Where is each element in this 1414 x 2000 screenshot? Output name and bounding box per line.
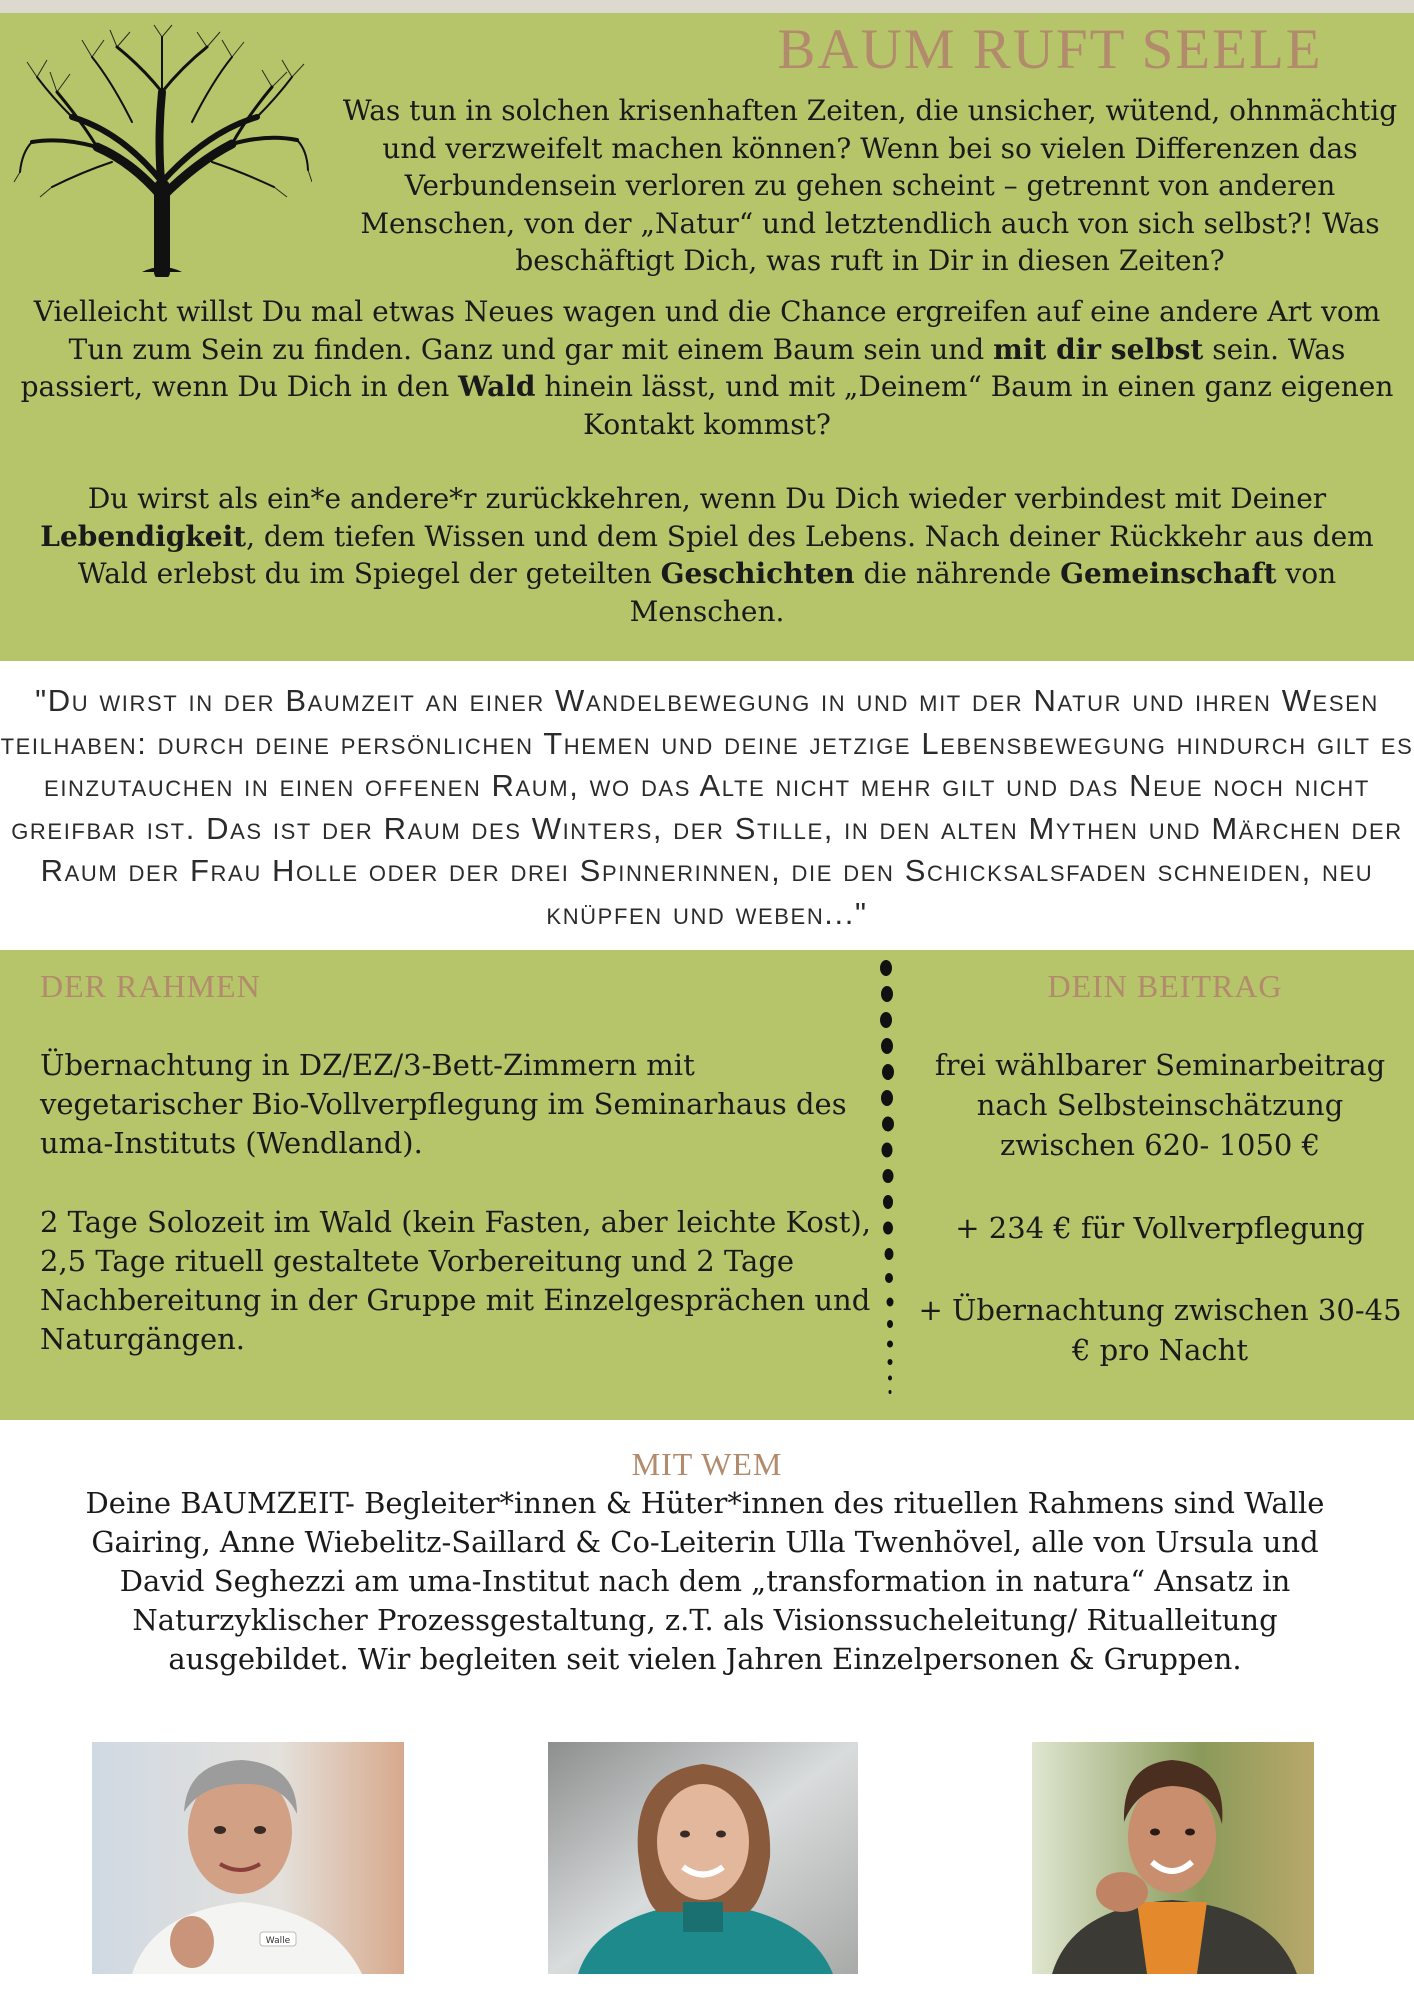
dotted-divider bbox=[860, 960, 900, 1410]
intro-paragraph: Was tun in solchen krisenhaften Zeiten, die unsicher, wütend, ohnmächtig und verzweifelt machen können? Wenn bei so vielen Differenzen das Verbundensein verloren zu gehen scheint – getrennt von anderen Menschen, von der „Natur“ und letztendlich auch von sich selbst?! Was beschäftigt Dich, was ruft in Dir in diesen Zeiten? bbox=[342, 94, 1398, 277]
beitrag-paragraph-2: + 234 € für Vollverpflegung bbox=[955, 1211, 1365, 1245]
mitwem-heading: MIT WEM bbox=[631, 1446, 783, 1482]
page-title: BAUM RUFT SEELE bbox=[777, 18, 1323, 81]
rahmen-paragraph-2: 2 Tage Solozeit im Wald (kein Fasten, aber leichte Kost), 2,5 Tage rituell gestaltete Vorbereitung und 2 Tage Nachbereitung in der Gruppe mit Einzelgesprächen und Naturgängen. bbox=[40, 1205, 871, 1356]
body-paragraph-1: Vielleicht willst Du mal etwas Neues wagen und die Chance ergreifen auf eine andere Art vom Tun zum Sein zu finden. Ganz und gar mit einem Baum sein und mit dir selbst sein. Was passiert, wenn Du Dich in den Wald hinein lässt, und mit „Deinem“ Baum in einen ganz eigenen Kontakt kommst? bbox=[20, 295, 1394, 441]
body-paragraph-2: Du wirst als ein*e andere*r zurückkehren, wenn Du Dich wieder verbindest mit Deiner Lebendigkeit, dem tiefen Wissen und dem Spiel des Lebens. Nach deiner Rückkehr aus dem Wald erlebst du im Spiegel der geteilten Geschichten die nährende Gemeinschaft von Menschen. bbox=[40, 482, 1374, 628]
quote-block: "Du wirst in der Baumzeit an einer Wandelbewegung in und mit der Natur und ihren Wesen teilhaben: durch deine persönlichen Themen und deine jetzige Lebensbewegung hindurch gilt es einzutauchen in einen offenen Raum, wo das Alte nicht mehr gilt und das Neue noch nicht greifbar ist. Das ist der Raum des Winters, der Stille, in den alten Mythen und Märchen der Raum der Frau Holle oder der drei Spinnerinnen, die den Schicksalsfaden schneiden, neu knüpfen und weben..." bbox=[0, 683, 1414, 931]
beitrag-heading: DEIN BEITRAG bbox=[1047, 968, 1283, 1004]
rahmen-paragraph-1: Übernachtung in DZ/EZ/3-Bett-Zimmern mit vegetarischer Bio-Vollverpflegung im Seminarhaus des uma-Instituts (Wendland). bbox=[40, 1048, 847, 1160]
svg-text:Walle: Walle bbox=[265, 1936, 291, 1946]
beitrag-paragraph-1: frei wählbarer Seminarbeitrag nach Selbsteinschätzung zwischen 620- 1050 € bbox=[934, 1048, 1386, 1162]
photo-ulla bbox=[1032, 1742, 1314, 1974]
photo-anne bbox=[548, 1742, 858, 1974]
mitwem-paragraph: Deine BAUMZEIT- Begleiter*innen & Hüter*innen des rituellen Rahmens sind Walle Gairing, Anne Wiebelitz-Saillard & Co-Leiterin Ulla Twenhövel, alle von Ursula und David Seghezzi am uma-Institut nach dem „transformation in natura“ Ansatz in Naturzyklischer Prozessgestaltung, z.T. als Visionssucheleitung/ Ritualleitung ausgebildet. Wir begleiten seit vielen Jahren Einzelpersonen & Gruppen. bbox=[85, 1486, 1325, 1676]
rahmen-heading: DER RAHMEN bbox=[40, 968, 261, 1004]
tree-icon bbox=[12, 22, 312, 277]
beitrag-paragraph-3: + Übernachtung zwischen 30-45 € pro Nacht bbox=[918, 1293, 1402, 1367]
photo-walle bbox=[92, 1742, 404, 1974]
top-border bbox=[0, 0, 1414, 13]
